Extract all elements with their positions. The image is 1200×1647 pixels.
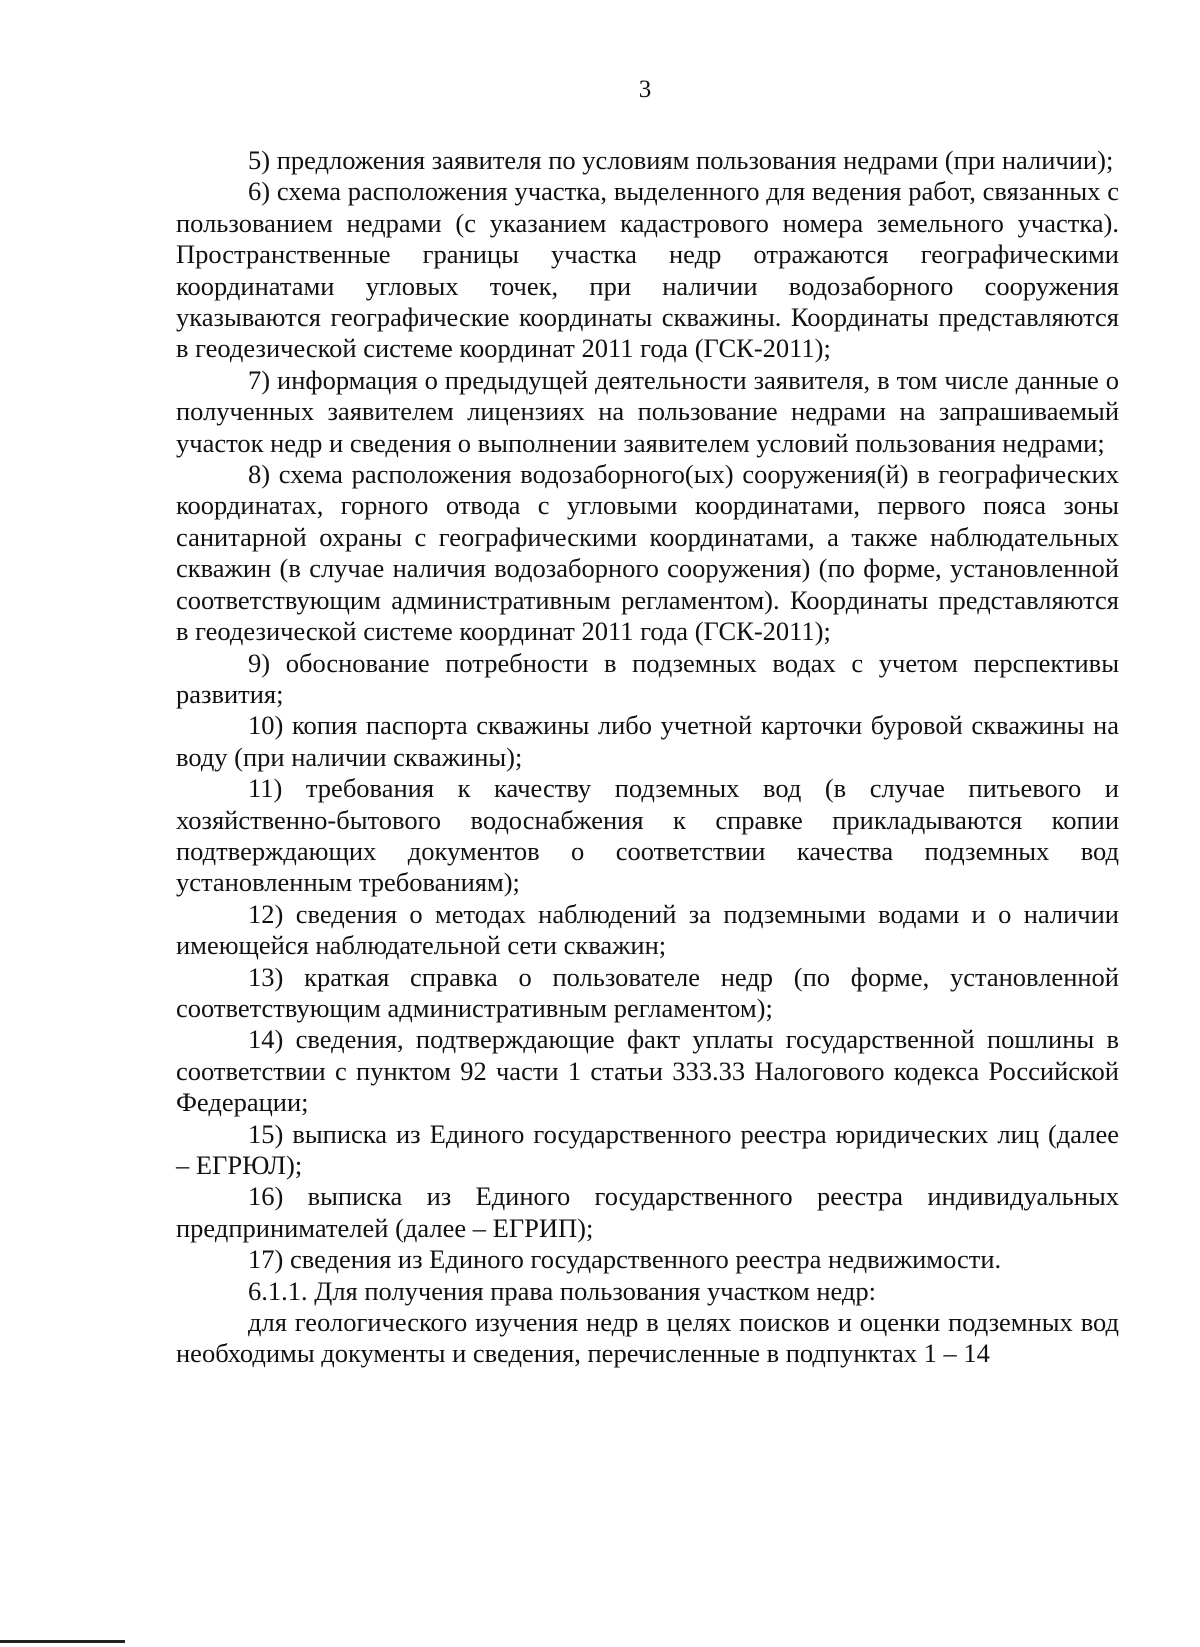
section-text-6-1-1: для геологического изучения недр в целях поисков и оценки подземных вод необходимы документы и сведения, перечисленные в подпунктах 1 – 14 <box>176 1307 1119 1369</box>
footer-rule <box>0 1640 125 1643</box>
list-item-13: 13) краткая справка о пользователе недр (по форме, установленной соответствующим административным регламентом); <box>176 961 1119 1023</box>
list-item-6: 6) схема расположения участка, выделенного для ведения работ, связанных с пользованием недрами (с указанием кадастрового номера земельного участка). Пространственные границы участка недр отражаются географическими координатами угловых точек, при наличии водозаборного сооружения указываются географические координаты скважины. Координаты представляются в геодезической системе координат 2011 года (ГСК-2011); <box>176 176 1119 364</box>
list-item-16: 16) выписка из Единого государственного реестра индивидуальных предпринимателей (далее – ЕГРИП); <box>176 1181 1119 1243</box>
list-item-10: 10) копия паспорта скважины либо учетной карточки буровой скважины на воду (при наличии скважины); <box>176 710 1119 772</box>
list-item-5: 5) предложения заявителя по условиям пользования недрами (при наличии); <box>248 145 1114 175</box>
list-item-7: 7) информация о предыдущей деятельности заявителя, в том числе данные о полученных заявителем лицензиях на пользование недрами на запрашиваемый участок недр и сведения о выполнении заявителем условий пользования недрами; <box>176 364 1119 458</box>
list-item-17: 17) сведения из Единого государственного реестра недвижимости. <box>248 1244 1002 1275</box>
list-item-9: 9) обоснование потребности в подземных водах с учетом перспективы развития; <box>176 647 1119 709</box>
list-item-14: 14) сведения, подтверждающие факт уплаты государственной пошлины в соответствии с пунктом 92 части 1 статьи 333.33 Налогового кодекса Российской Федерации; <box>176 1024 1119 1118</box>
list-item-15: 15) выписка из Единого государственного реестра юридических лиц (далее – ЕГРЮЛ); <box>176 1118 1119 1180</box>
list-item-11: 11) требования к качеству подземных вод (в случае питьевого и хозяйственно-бытового водоснабжения к справке прикладываются копии подтверждающих документов о соответствии качества подземных вод установленным требованиям); <box>176 773 1119 898</box>
list-item-8: 8) схема расположения водозаборного(ых) сооружения(й) в географических координатах, горного отвода с угловыми координатами, первого пояса зоны санитарной охраны с географическими координатами, а также наблюдательных скважин (в случае наличия водозаборного сооружения) (по форме, установленной соответствующим административным регламентом). Координаты представляются в геодезической системе координат 2011 года (ГСК-2011); <box>176 459 1119 647</box>
list-item-12: 12) сведения о методах наблюдений за подземными водами и о наличии имеющейся наблюдательной сети скважин; <box>176 898 1119 961</box>
section-heading-6-1-1: 6.1.1. Для получения права пользования участком недр: <box>248 1275 877 1306</box>
page-number: 3 <box>638 76 652 103</box>
document-body <box>176 145 1119 1370</box>
